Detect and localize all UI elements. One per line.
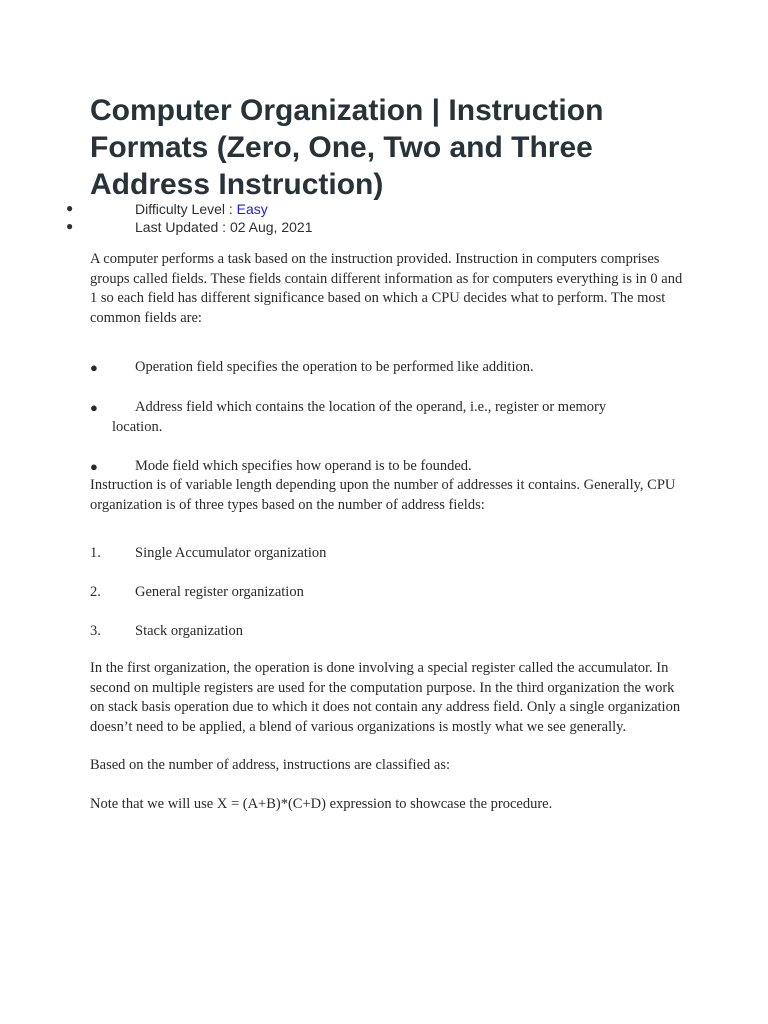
note-paragraph: Note that we will use X = (A+B)*(C+D) expression to showcase the procedure. [90,796,553,812]
document-page: Computer Organization | Instruction Formats (Zero, One, Two and Three Address Instruction) ● Difficulty Level : Easy ● Last Updated : 02 Aug, 2021 A computer performs a task based on the instruction provided. Instruction in computers comprises groups called fields. These fields contain different information as for computers everything is in 0 and 1 so each field has different significance based on which a CPU decides what to perform. The most common fields are: ● Operation field specifies the operation to be performed like addition. ● Address field which contains the location of the operand, i.e., register or memory location. ● Mode field which specifies how operand is to be founded. Instruction is of variable length depending upon the number of addresses it contains. Generally, CPU organization is of three types based on the number of address fields: 1. Single Accumulator organization 2. General register organization 3. Stack organization In the first organization, the operation is done involving a special register called the accumulator. In second on multiple registers are used for the computation purpose. In the third organization the work on stack basis operation due to which it does not contain any address field. Only a single organization doesn’t need to be applied, a blend of various organizations is mostly what we see generally. Based on the number of address, instructions are classified as: Note that we will use X = (A+B)*(C+D) expression to showcase the procedure. [0,0,768,1024]
bullet-icon: ● [90,360,98,375]
bullet-icon: ● [90,400,98,415]
article-title: Computer Organization | Instruction Formats (Zero, One, Two and Three Address Instruction) [90,94,604,201]
intro-paragraph: A computer performs a task based on the instruction provided. Instruction in computers comprises groups called fields. These fields contain different information as for computers everything is in 0 and 1 so each field has different significance based on which a CPU decides what to perform. The most common fields are: [90,251,683,326]
explanation-paragraph: In the first organization, the operation is done involving a special register called the accumulator. In second on multiple registers are used for the computation purpose. In the third organization the work on stack basis operation due to which it does not contain any address field. Only a single organization doesn’t need to be applied, a blend of various organizations is mostly what we see generally. [90,660,681,735]
bullet-icon: ● [90,459,98,474]
variable-length-paragraph: Instruction is of variable length depending upon the number of addresses it contains. Generally, CPU organization is of three types based on the number of address fields: [90,477,676,513]
last-updated: Last Updated : 02 Aug, 2021 [135,219,313,235]
difficulty-link[interactable]: Easy [236,201,268,217]
bullet-icon: ● [66,201,74,215]
bullet-icon: ● [66,219,74,233]
difficulty-label: Difficulty Level : [135,201,237,217]
classified-paragraph: Based on the number of address, instructions are classified as: [90,757,450,773]
